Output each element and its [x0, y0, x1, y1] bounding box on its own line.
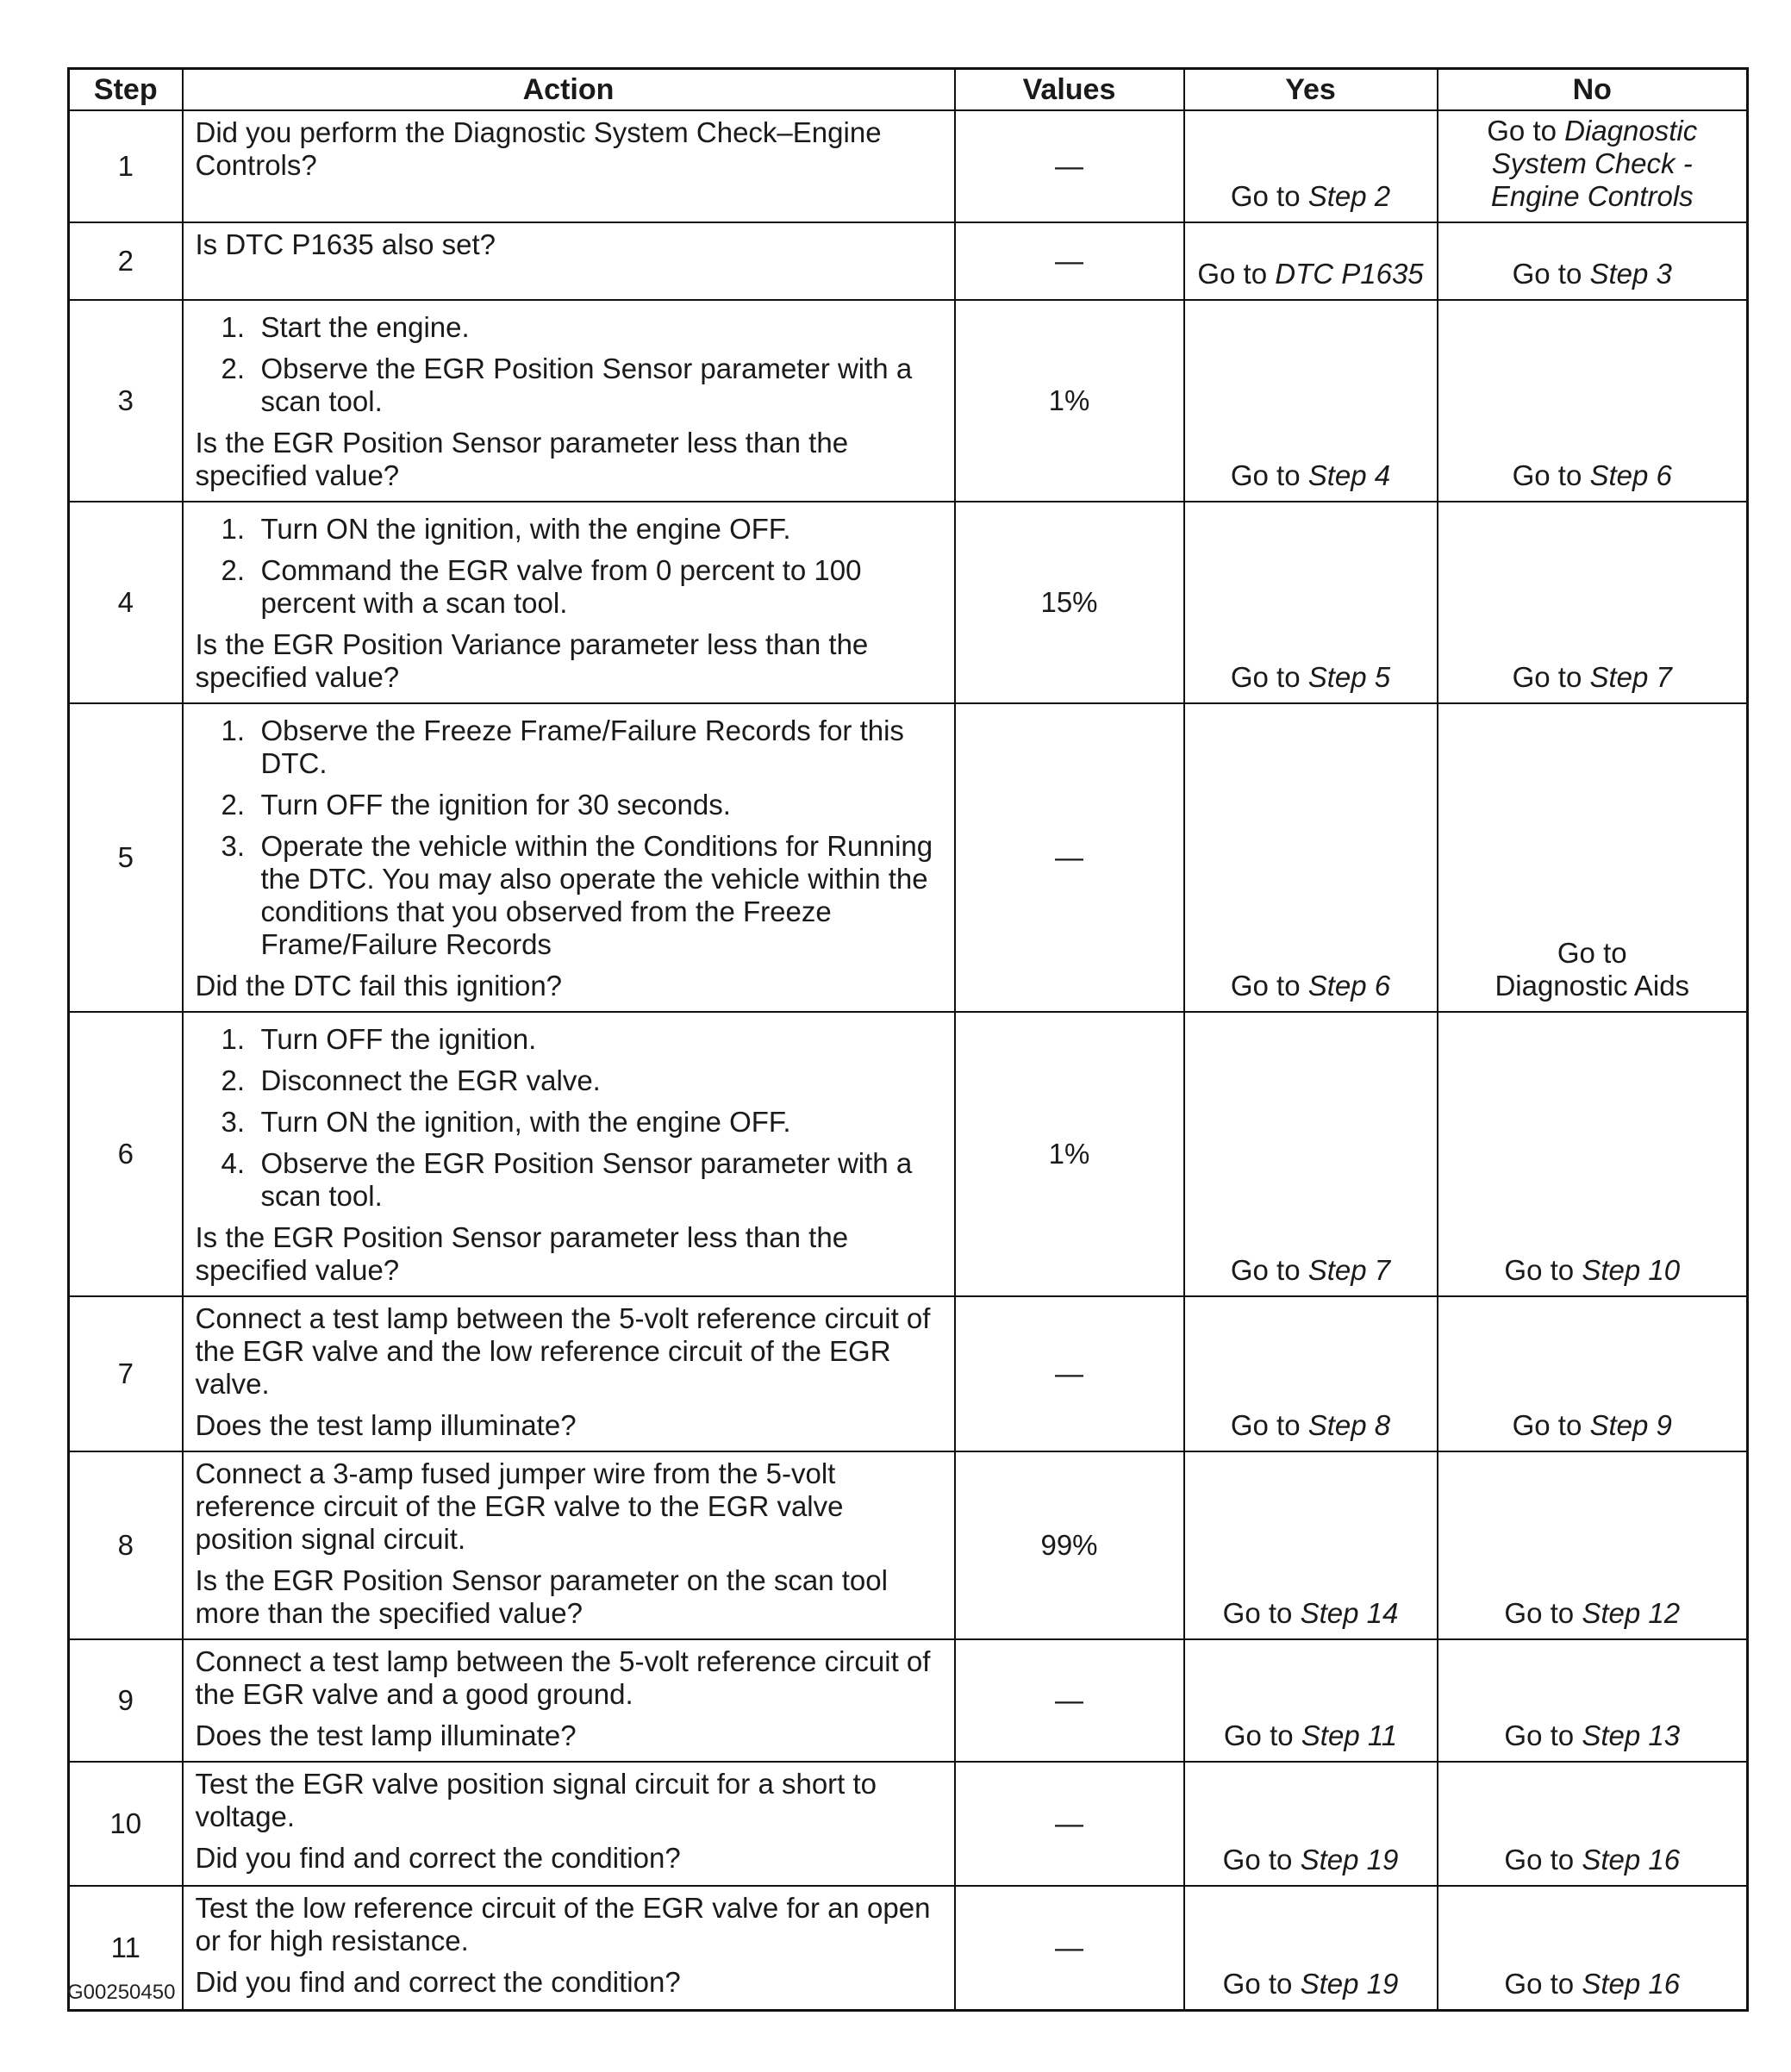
- yes-link-target: Step 4: [1307, 459, 1391, 491]
- header-yes: Yes: [1184, 69, 1438, 111]
- action-step-number: 2.: [221, 554, 246, 586]
- no-cell: [1438, 703, 1748, 1012]
- action-cell: [183, 502, 955, 703]
- action-steps-list: [196, 715, 945, 961]
- no-cell: [1438, 1762, 1748, 1886]
- yes-line: [1189, 1719, 1433, 1752]
- no-line: [1442, 1968, 1744, 2000]
- action-step-number: 1.: [221, 311, 246, 343]
- action-step-number: 3.: [221, 1106, 246, 1138]
- no-text: Go to: [1504, 1719, 1582, 1751]
- no-cell: [1438, 110, 1748, 222]
- action-text: Test the low reference circuit of the EGR valve for an open or for high resistance.: [195, 1892, 931, 1957]
- action-text: Connect a test lamp between the 5-volt reference circuit of the EGR valve and a good ground.: [195, 1645, 931, 1710]
- action-cell: [183, 1296, 955, 1451]
- action-step-text: Disconnect the EGR valve.: [260, 1064, 601, 1096]
- step-number: 5: [69, 703, 183, 1012]
- step-number: 7: [69, 1296, 183, 1451]
- action-step-number: 1.: [221, 715, 246, 746]
- action-step-text: Turn ON the ignition, with the engine OFF.: [260, 1106, 791, 1138]
- no-text: Go to: [1512, 459, 1590, 491]
- no-line: [1442, 1844, 1744, 1876]
- no-cell: [1438, 1451, 1748, 1639]
- action-question: Does the test lamp illuminate?: [195, 1409, 577, 1441]
- no-line: [1442, 1254, 1744, 1287]
- action-step-item: [196, 789, 945, 821]
- yes-text: Go to: [1222, 1844, 1301, 1875]
- action-step-text: Operate the vehicle within the Conditions for Running the DTC. You may also operate the vehicle within the conditions that you observed from the Freeze Frame/Failure Records: [260, 830, 933, 960]
- table-row: [69, 300, 1748, 502]
- yes-line: [1189, 1968, 1433, 2000]
- no-cell: [1438, 222, 1748, 300]
- no-line: [1442, 1719, 1744, 1752]
- no-link-target: Step 6: [1589, 459, 1672, 491]
- step-number: 11: [69, 1886, 183, 2010]
- action-text: Connect a test lamp between the 5-volt reference circuit of the EGR valve and the low reference circuit of the EGR valve.: [195, 1302, 931, 1400]
- table-row: [69, 502, 1748, 703]
- no-line: [1442, 115, 1744, 147]
- action-step-number: 1.: [221, 513, 246, 545]
- diagnostic-table-sheet: [67, 67, 1746, 2012]
- action-question: Is the EGR Position Sensor parameter on the scan tool more than the specified value?: [195, 1564, 888, 1629]
- action-step-text: Observe the Freeze Frame/Failure Records for this DTC.: [260, 715, 904, 779]
- action-cell: [183, 300, 955, 502]
- no-link-target: Step 13: [1582, 1719, 1681, 1751]
- no-link-target: Step 16: [1582, 1967, 1681, 2000]
- yes-text: Go to: [1230, 1254, 1308, 1286]
- action-question: Is the EGR Position Sensor parameter less than the specified value?: [195, 427, 849, 491]
- yes-text: Go to: [1230, 661, 1308, 693]
- yes-cell: [1184, 1886, 1438, 2010]
- action-step-text: Turn ON the ignition, with the engine OFF.: [260, 513, 791, 545]
- action-cell: [183, 1886, 955, 2010]
- action-step-item: [196, 554, 945, 620]
- yes-text: Go to: [1230, 459, 1308, 491]
- header-row: [69, 69, 1748, 111]
- action-step-item: [196, 715, 945, 780]
- step-number: 1: [69, 110, 183, 222]
- no-link-target: Diagnostic: [1564, 115, 1698, 147]
- no-text: Go to: [1504, 1967, 1582, 2000]
- action-cell: [183, 222, 955, 300]
- action-step-item: [196, 311, 945, 344]
- no-line: [1442, 1597, 1744, 1630]
- yes-line: [1189, 1597, 1433, 1630]
- spec-value: 1%: [955, 300, 1184, 502]
- yes-cell: [1184, 1451, 1438, 1639]
- action-step-text: Turn OFF the ignition for 30 seconds.: [260, 789, 731, 821]
- no-cell: [1438, 1886, 1748, 2010]
- no-line: [1442, 661, 1744, 694]
- yes-line: [1189, 180, 1433, 213]
- no-text: Go to: [1512, 661, 1590, 693]
- action-step-number: 2.: [221, 789, 246, 821]
- no-line: [1442, 147, 1744, 180]
- action-text: Is DTC P1635 also set?: [195, 228, 496, 260]
- action-cell: [183, 1639, 955, 1762]
- yes-link-target: Step 2: [1307, 180, 1391, 212]
- no-link-target: Step 12: [1582, 1597, 1681, 1629]
- yes-cell: [1184, 1762, 1438, 1886]
- action-step-text: Turn OFF the ignition.: [260, 1023, 537, 1055]
- action-step-number: 2.: [221, 353, 246, 384]
- yes-text: Go to: [1222, 1967, 1301, 2000]
- no-cell: [1438, 1012, 1748, 1296]
- yes-text: Go to: [1222, 1597, 1301, 1629]
- step-number: 2: [69, 222, 183, 300]
- no-link-target: Step 7: [1589, 661, 1672, 693]
- yes-link-target: Step 19: [1300, 1967, 1399, 2000]
- action-step-item: [196, 1064, 945, 1097]
- action-step-item: [196, 353, 945, 418]
- diagnostic-table: [67, 67, 1749, 2012]
- yes-line: [1189, 970, 1433, 1002]
- no-link-target: System Check -: [1491, 147, 1693, 179]
- yes-cell: [1184, 703, 1438, 1012]
- yes-cell: [1184, 1639, 1438, 1762]
- figure-code: G00250450: [67, 1981, 176, 2004]
- action-cell: [183, 1451, 955, 1639]
- action-question: Did you find and correct the condition?: [195, 1966, 681, 1998]
- yes-link-target: DTC P1635: [1275, 258, 1424, 290]
- no-link-target: Step 10: [1582, 1254, 1681, 1286]
- no-link-target: Step 3: [1589, 258, 1672, 290]
- action-step-text: Observe the EGR Position Sensor parameter with a scan tool.: [260, 353, 913, 417]
- table-row: [69, 1639, 1748, 1762]
- step-number: 3: [69, 300, 183, 502]
- yes-link-target: Step 6: [1307, 970, 1391, 1002]
- step-number: 4: [69, 502, 183, 703]
- action-question: Is the EGR Position Sensor parameter less than the specified value?: [195, 1221, 849, 1286]
- no-link-target: Step 9: [1589, 1409, 1672, 1441]
- action-step-item: [196, 513, 945, 546]
- action-text: Did you perform the Diagnostic System Check–Engine Controls?: [195, 116, 882, 181]
- spec-value: 99%: [955, 1451, 1184, 1639]
- no-text: Go to: [1487, 115, 1565, 147]
- yes-line: [1189, 1409, 1433, 1442]
- yes-link-target: Step 11: [1301, 1719, 1398, 1751]
- action-step-number: 2.: [221, 1064, 246, 1096]
- no-cell: [1438, 300, 1748, 502]
- yes-cell: [1184, 1296, 1438, 1451]
- action-step-number: 1.: [221, 1023, 246, 1055]
- no-line: [1442, 1409, 1744, 1442]
- action-steps-list: [196, 311, 945, 418]
- no-text: Go to: [1512, 1409, 1590, 1441]
- no-text: Go to: [1557, 937, 1627, 969]
- action-step-item: [196, 1147, 945, 1213]
- table-body: [69, 110, 1748, 2010]
- no-link-target: Engine Controls: [1490, 180, 1694, 212]
- yes-link-target: Step 19: [1300, 1844, 1399, 1875]
- action-text: Connect a 3-amp fused jumper wire from the 5-volt reference circuit of the EGR valve to the EGR valve position signal circuit.: [195, 1457, 844, 1555]
- spec-value: —: [955, 110, 1184, 222]
- yes-cell: [1184, 222, 1438, 300]
- action-question: Does the test lamp illuminate?: [195, 1719, 577, 1751]
- spec-value: —: [955, 703, 1184, 1012]
- spec-value: —: [955, 1639, 1184, 1762]
- yes-cell: [1184, 1012, 1438, 1296]
- yes-link-target: Step 5: [1307, 661, 1391, 693]
- table-row: [69, 110, 1748, 222]
- action-step-text: Observe the EGR Position Sensor parameter with a scan tool.: [260, 1147, 913, 1212]
- table-row: [69, 1886, 1748, 2010]
- yes-text: Go to: [1230, 180, 1308, 212]
- action-step-text: Start the engine.: [260, 311, 470, 343]
- yes-cell: [1184, 110, 1438, 222]
- table-row: [69, 1451, 1748, 1639]
- no-line: [1442, 258, 1744, 290]
- no-text: Go to: [1504, 1844, 1582, 1875]
- header-step: Step: [69, 69, 183, 111]
- no-line: [1442, 459, 1744, 492]
- step-number: 8: [69, 1451, 183, 1639]
- action-text: Test the EGR valve position signal circuit for a short to voltage.: [195, 1768, 877, 1832]
- table-row: [69, 1296, 1748, 1451]
- no-line: [1442, 180, 1744, 213]
- action-step-item: [196, 1023, 945, 1056]
- no-cell: [1438, 502, 1748, 703]
- action-steps-list: [196, 1023, 945, 1213]
- no-link-target: Step 16: [1582, 1844, 1681, 1875]
- yes-text: Go to: [1223, 1719, 1301, 1751]
- no-cell: [1438, 1296, 1748, 1451]
- action-cell: [183, 110, 955, 222]
- action-steps-list: [196, 513, 945, 620]
- action-cell: [183, 703, 955, 1012]
- table-row: [69, 703, 1748, 1012]
- action-question: Did you find and correct the condition?: [195, 1842, 681, 1874]
- yes-text: Go to: [1230, 970, 1308, 1002]
- no-text: Go to: [1504, 1597, 1582, 1629]
- step-number: 9: [69, 1639, 183, 1762]
- spec-value: —: [955, 222, 1184, 300]
- yes-text: Go to: [1197, 258, 1276, 290]
- action-cell: [183, 1762, 955, 1886]
- action-step-number: 4.: [221, 1147, 246, 1179]
- yes-link-target: Step 14: [1300, 1597, 1399, 1629]
- yes-line: [1189, 1254, 1433, 1287]
- table-row: [69, 222, 1748, 300]
- header-action: Action: [183, 69, 955, 111]
- step-number: 10: [69, 1762, 183, 1886]
- header-values: Values: [955, 69, 1184, 111]
- action-question: Is the EGR Position Variance parameter less than the specified value?: [195, 628, 869, 693]
- no-line: [1442, 937, 1744, 970]
- spec-value: —: [955, 1296, 1184, 1451]
- yes-text: Go to: [1230, 1409, 1308, 1441]
- yes-link-target: Step 7: [1307, 1254, 1391, 1286]
- yes-line: [1189, 1844, 1433, 1876]
- action-step-item: [196, 1106, 945, 1139]
- no-line: [1442, 970, 1744, 1002]
- yes-line: [1189, 258, 1433, 290]
- no-text: Go to: [1504, 1254, 1582, 1286]
- table-row: [69, 1762, 1748, 1886]
- no-text: Go to: [1512, 258, 1590, 290]
- spec-value: —: [955, 1762, 1184, 1886]
- step-number: 6: [69, 1012, 183, 1296]
- yes-cell: [1184, 502, 1438, 703]
- spec-value: 15%: [955, 502, 1184, 703]
- no-text: Diagnostic Aids: [1495, 970, 1690, 1002]
- no-cell: [1438, 1639, 1748, 1762]
- header-no: No: [1438, 69, 1748, 111]
- spec-value: 1%: [955, 1012, 1184, 1296]
- table-row: [69, 1012, 1748, 1296]
- action-question: Did the DTC fail this ignition?: [195, 970, 563, 1002]
- action-step-number: 3.: [221, 830, 246, 862]
- spec-value: —: [955, 1886, 1184, 2010]
- yes-line: [1189, 661, 1433, 694]
- action-step-text: Command the EGR valve from 0 percent to 100 percent with a scan tool.: [260, 554, 862, 619]
- yes-cell: [1184, 300, 1438, 502]
- yes-link-target: Step 8: [1307, 1409, 1391, 1441]
- yes-line: [1189, 459, 1433, 492]
- action-cell: [183, 1012, 955, 1296]
- action-step-item: [196, 830, 945, 961]
